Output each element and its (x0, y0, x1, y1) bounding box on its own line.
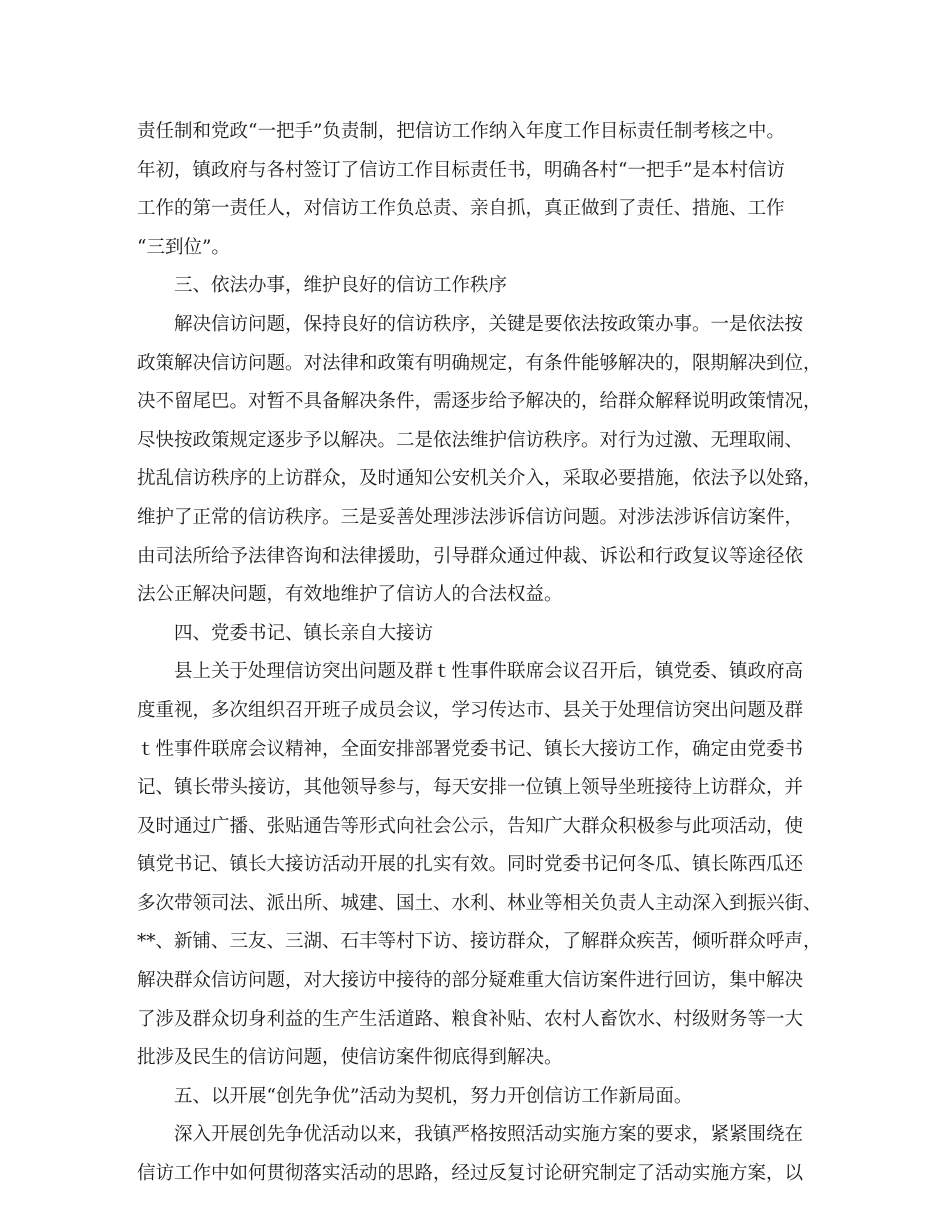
text-line: 深入开展创先争优活动以来，我镇严格按照活动实施方案的要求，紧紧围绕在 (174, 1124, 804, 1146)
text-line: 县上关于处理信访突出问题及群ｔ性事件联席会议召开后，镇党委、镇政府高 (174, 661, 804, 683)
text-line: 年初，镇政府与各村签订了信访工作目标责任书，明确各村“一把手”是本村信访 (137, 159, 785, 181)
text-line: 三、依法办事，维护良好的信访工作秩序 (174, 275, 508, 297)
text-line: 解决信访问题，保持良好的信访秩序，关键是要依法按政策办事。一是依法按 (174, 313, 804, 335)
text-line: ｔ性事件联席会议精神，全面安排部署党委书记、镇长大接访工作，确定由党委书 (137, 738, 804, 760)
text-line: 法公正解决问题，有效地维护了信访人的合法权益。 (137, 584, 563, 606)
text-line: 记、镇长带头接访，其他领导参与，每天安排一位镇上领导坐班接待上访群众，并 (137, 777, 804, 799)
text-line: 维护了正常的信访秩序。三是妥善处理涉法涉诉信访问题。对涉法涉诉信访案件， (137, 506, 804, 528)
text-line: “三到位”。 (137, 236, 230, 258)
text-line: **、新铺、三友、三湖、石丰等村下访、接访群众，了解群众疾苦，倾听群众呼声， (137, 931, 822, 953)
text-line: 信访工作中如何贯彻落实活动的思路，经过反复讨论研究制定了活动实施方案，以 (137, 1163, 804, 1185)
text-line: 四、党委书记、镇长亲自大接访 (174, 622, 434, 644)
text-line: 解决群众信访问题，对大接访中接待的部分疑难重大信访案件进行回访，集中解决 (137, 970, 804, 992)
text-line: 及时通过广播、张贴通告等形式向社会公示，告知广大群众积极参与此项活动，使 (137, 815, 804, 837)
text-line: 政策解决信访问题。对法律和政策有明确规定，有条件能够解决的，限期解决到位， (137, 352, 822, 374)
text-line: 决不留尾巴。对暂不具备解决条件，需逐步给予解决的，给群众解释说明政策情况， (137, 391, 822, 413)
text-line: 多次带领司法、派出所、城建、国土、水利、林业等相关负责人主动深入到振兴街、 (137, 892, 822, 914)
text-line: 责任制和党政“一把手”负责制，把信访工作纳入年度工作目标责任制考核之中。 (137, 121, 785, 142)
text-line: 度重视，多次组织召开班子成员会议，学习传达市、县关于处理信访突出问题及群 (137, 699, 804, 721)
text-line: 扰乱信访秩序的上访群众，及时通知公安机关介入，采取必要措施，依法予以处臵， (137, 468, 822, 490)
document-body (137, 113, 827, 1194)
text-line: 了涉及群众切身利益的生产生活道路、粮食补贴、农村人畜饮水、村级财务等一大 (137, 1008, 804, 1030)
text-line: 镇党书记、镇长大接访活动开展的扎实有效。同时党委书记何冬瓜、镇长陈西瓜还 (137, 854, 804, 876)
text-line: 由司法所给予法律咨询和法律援助，引导群众通过仲裁、诉讼和行政复议等途径依 (137, 545, 804, 567)
text-line: 尽快按政策规定逐步予以解决。二是依法维护信访秩序。对行为过激、无理取闹、 (137, 429, 804, 451)
text-line: 工作的第一责任人，对信访工作负总责、亲自抓，真正做到了责任、措施、工作 (137, 198, 785, 220)
text-line: 五、以开展“创先争优”活动为契机，努力开创信访工作新局面。 (174, 1085, 693, 1107)
text-line: 批涉及民生的信访问题，使信访案件彻底得到解决。 (137, 1047, 563, 1069)
